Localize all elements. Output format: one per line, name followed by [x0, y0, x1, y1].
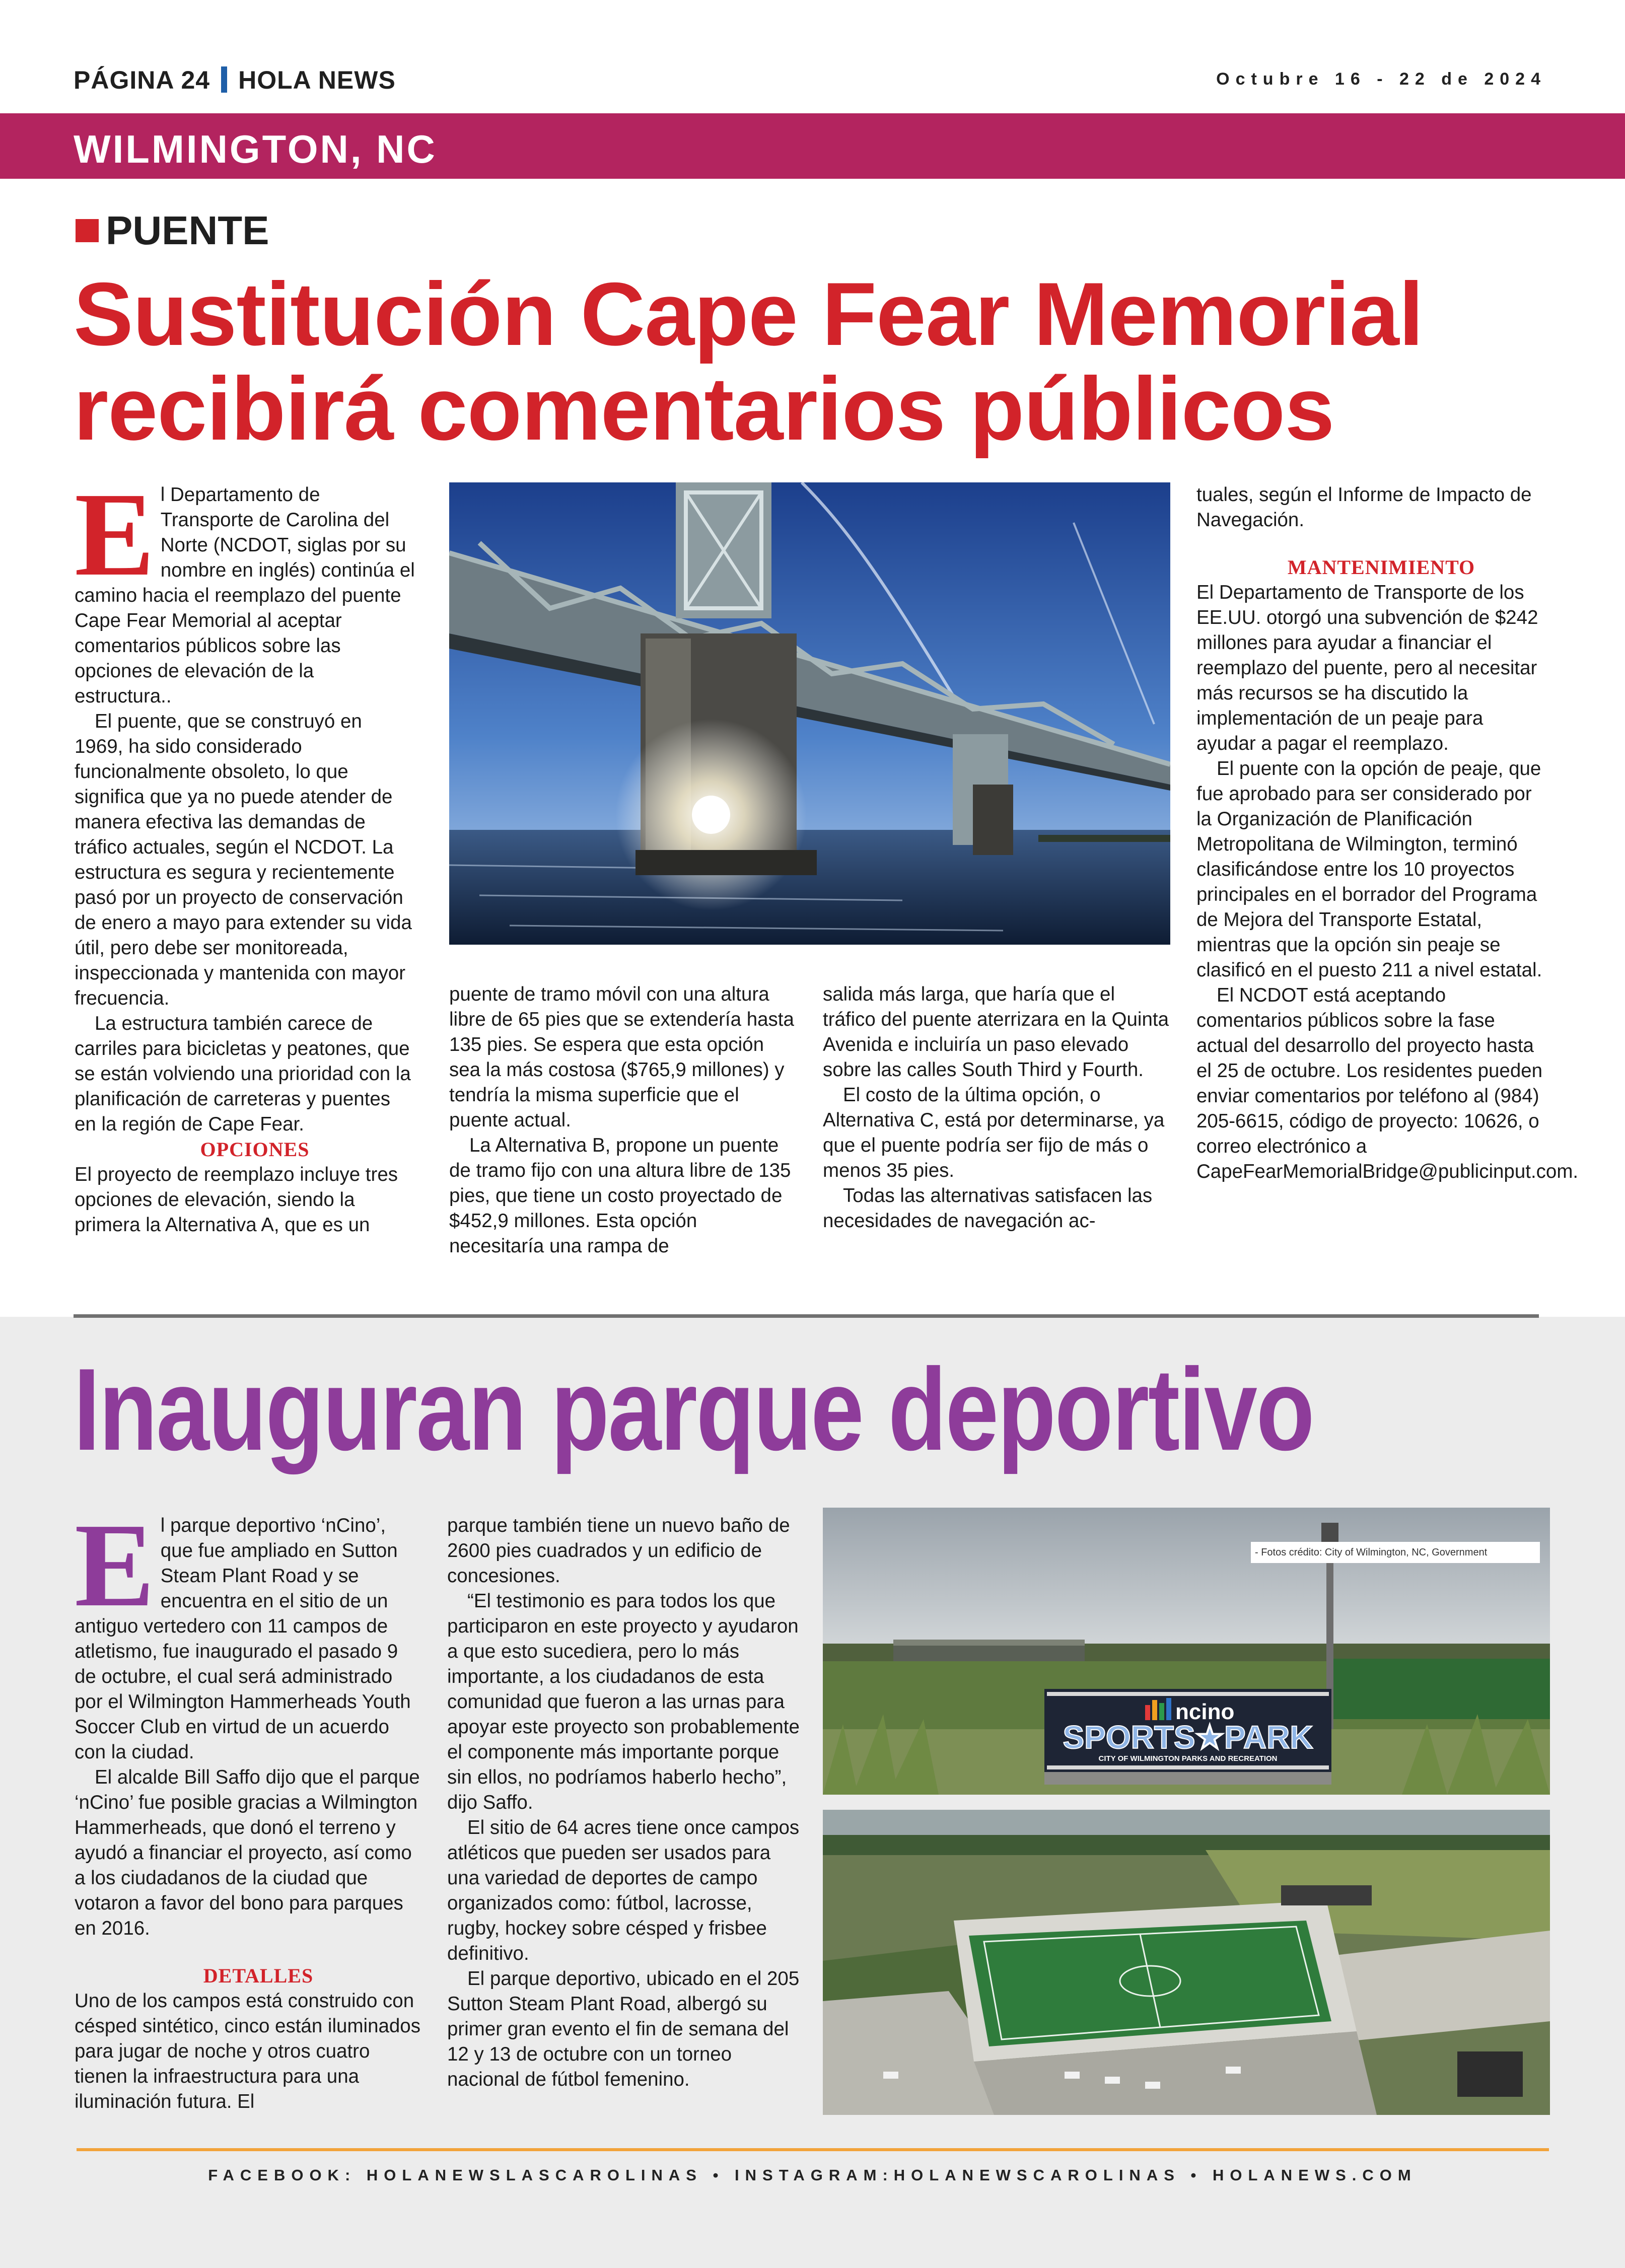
paragraph: puente de tramo móvil con una altura libre de 65 pies que se extendería hasta 135 pies. Se espera que esta opción sea la más costosa ($765,9 millones) y tendría la misma superficie que el puente actual.: [449, 983, 794, 1131]
footer-rule: [77, 2148, 1549, 2151]
paragraph: l Departamento de Transporte de Carolina del Norte (NCDOT, siglas por su nombre en inglés) continúa el camino hacia el reemplazo del puente Cape Fear Memorial al aceptar comentarios públicos sobre las opciones de elevación de la estructura..: [75, 484, 415, 707]
article1-column-1: [75, 468, 415, 1238]
paragraph: El Departamento de Transporte de los EE.UU. otorgó una subvención de $242 millones para ayudar a financiar el reemplazo del puente, pero al necesitar más recursos se ha discutido la implementación de un peaje para ayudar a pagar el reemplazo.: [1196, 582, 1538, 754]
bridge-illustration: [449, 482, 1170, 945]
drop-cap: E: [75, 1499, 155, 1632]
subhead-mantenimiento: MANTENIMIENTO: [1287, 556, 1475, 579]
paragraph: Uno de los campos está construido con césped sintético, cinco están iluminados para jugar de noche y otros cuatro tienen la infraestructura para una iluminación futura. El: [75, 1990, 420, 2112]
paragraph: El NCDOT está aceptando comentarios públicos sobre la fase actual del desarrollo del proyecto hasta el 25 de octubre. Los residentes pueden enviar comentarios por teléfono al (984) 205-6615, código de proyecto: 10626, o correo electrónico a CapeFearMemorialBridge@publicinput.com.: [1196, 984, 1579, 1182]
publication-name: HOLA NEWS: [238, 66, 396, 94]
kicker-label: PUENTE: [106, 208, 269, 253]
paragraph: l parque deportivo ‘nCino’, que fue ampliado en Sutton Steam Plant Road y se encuentra en el sitio de un antiguo vertedero con 11 campos de atletismo, fue inaugurado el pasado 9 de octubre, el cual será administrado por el Wilmington Hammerheads Youth Soccer Club en virtud de un acuerdo con la ciudad.: [75, 1515, 411, 1763]
paragraph: El puente con la opción de peaje, que fue aprobado para ser considerado por la Organización de Planificación Metropolitana de Wilmington, terminó clasificándose entre los 10 proyectos principales en el borrador del Programa de Mejora del Transporte Estatal, mientras que la opción sin peaje se clasificó en el puesto 211 a nivel estatal.: [1196, 758, 1542, 981]
sign-title: SPORTS★PARK: [1063, 1719, 1313, 1755]
paragraph: El parque deportivo, ubicado en el 205 Sutton Steam Plant Road, albergó su primer gran evento el fin de semana del 12 y 13 de octubre con un torneo nacional de fútbol femenino.: [447, 1968, 800, 2090]
bridge-photo: [449, 482, 1170, 945]
article1-column-3: [823, 982, 1170, 1234]
sign-brand: ncino: [1175, 1699, 1235, 1724]
paragraph: El proyecto de reemplazo incluye tres opciones de elevación, siendo la primera la Alternativa A, que es un: [75, 1164, 398, 1236]
paragraph: tuales, según el Informe de Impacto de Navegación.: [1196, 484, 1532, 531]
section-title: WILMINGTON, NC: [74, 127, 437, 171]
article1-column-2: [449, 982, 797, 1259]
subhead-detalles: DETALLES: [203, 1964, 314, 1987]
photo-credit: - Fotos crédito: City of Wilmington, NC, Government: [1251, 1542, 1540, 1563]
paragraph: Todas las alternativas satisfacen las necesidades de navegación ac-: [823, 1185, 1153, 1232]
paragraph: “El testimonio es para todos los que participaron en este proyecto y ayudaron a que esto sucediera, pero lo más importante, a los ciudadanos de esta comunidad que fueron a las urnas para apoyar este proyecto son probablemente el componente más importante porque sin ellos, no podríamos haberlo hecho”, dijo Saffo.: [447, 1590, 800, 1813]
headline-line-1: Sustitución Cape Fear Memorial: [74, 264, 1424, 364]
article2-column-2: [447, 1513, 800, 2092]
footer-social-links: FACEBOOK: HOLANEWSLASCAROLINAS • INSTAGRAM:HOLANEWSCAROLINAS • HOLANEWS.COM: [208, 2166, 1417, 2184]
paragraph: El sitio de 64 acres tiene once campos atléticos que pueden ser usados para una variedad de deportes de campo organizados como: fútbol, lacrosse, rugby, hockey sobre césped y frisbee definitivo.: [447, 1817, 800, 1964]
article2-column-1: [75, 1499, 422, 2114]
paragraph: salida más larga, que haría que el tráfico del puente aterrizara en la Quinta Avenida e incluiría un paso elevado sobre las calles South Third y Fourth.: [823, 983, 1169, 1081]
article1-column-4: [1196, 482, 1579, 1184]
paragraph: La Alternativa B, propone un puente de tramo fijo con una altura libre de 135 pies, que tiene un costo proyectado de $452,9 millones. Esta opción necesitaría una rampa de: [449, 1135, 791, 1257]
paragraph: La estructura también carece de carriles para bicicletas y peatones, que se están volviendo una prioridad con la planificación de carreteras y puentes en la región de Cape Fear.: [75, 1013, 411, 1135]
section-divider: [74, 1314, 1539, 1318]
paragraph: El puente, que se construyó en 1969, ha sido considerado funcionalmente obsoleto, lo que significa que ya no puede atender de manera efectiva las demandas de tráfico actuales, según el NCDOT. La estructura es segura y recientemente pasó por un proyecto de conservación de enero a mayo para extender su vida útil, pero debe ser monitoreada, inspeccionada y mantenida con mayor frecuencia.: [75, 711, 412, 1009]
aerial-illustration: [823, 1810, 1550, 2115]
paragraph: El alcalde Bill Saffo dijo que el parque ‘nCino’ fue posible gracias a Wilmington Hammerheads, que donó el terreno y ayudó a financiar el proyecto, así como a los ciudadanos de la ciudad que votaron a favor del bono para parques en 2016.: [75, 1766, 420, 1939]
article-kicker: [76, 207, 269, 254]
article2-headline: Inauguran parque deportivo: [74, 1344, 1314, 1475]
article1-headline: [74, 264, 1564, 459]
sports-park-aerial-photo: [823, 1810, 1550, 2115]
headline-line-2: recibirá comentarios públicos: [74, 359, 1334, 459]
paragraph: El costo de la última opción, o Alternativa C, está por determinarse, ya que el puente podría ser fijo de más o menos 35 pies.: [823, 1084, 1165, 1181]
drop-cap: E: [75, 468, 155, 601]
sign-subtitle: CITY OF WILMINGTON PARKS AND RECREATION: [1098, 1754, 1278, 1763]
issue-date: Octubre 16 - 22 de 2024: [1216, 69, 1546, 89]
section-band: [0, 113, 1625, 179]
kicker-square-icon: [76, 219, 99, 242]
subhead-opciones: OPCIONES: [200, 1138, 310, 1161]
header-divider: [221, 66, 227, 93]
page-number: PÁGINA 24: [74, 66, 210, 94]
page-header: [74, 65, 396, 95]
paragraph: parque también tiene un nuevo baño de 2600 pies cuadrados y un edificio de concesiones.: [447, 1515, 790, 1587]
